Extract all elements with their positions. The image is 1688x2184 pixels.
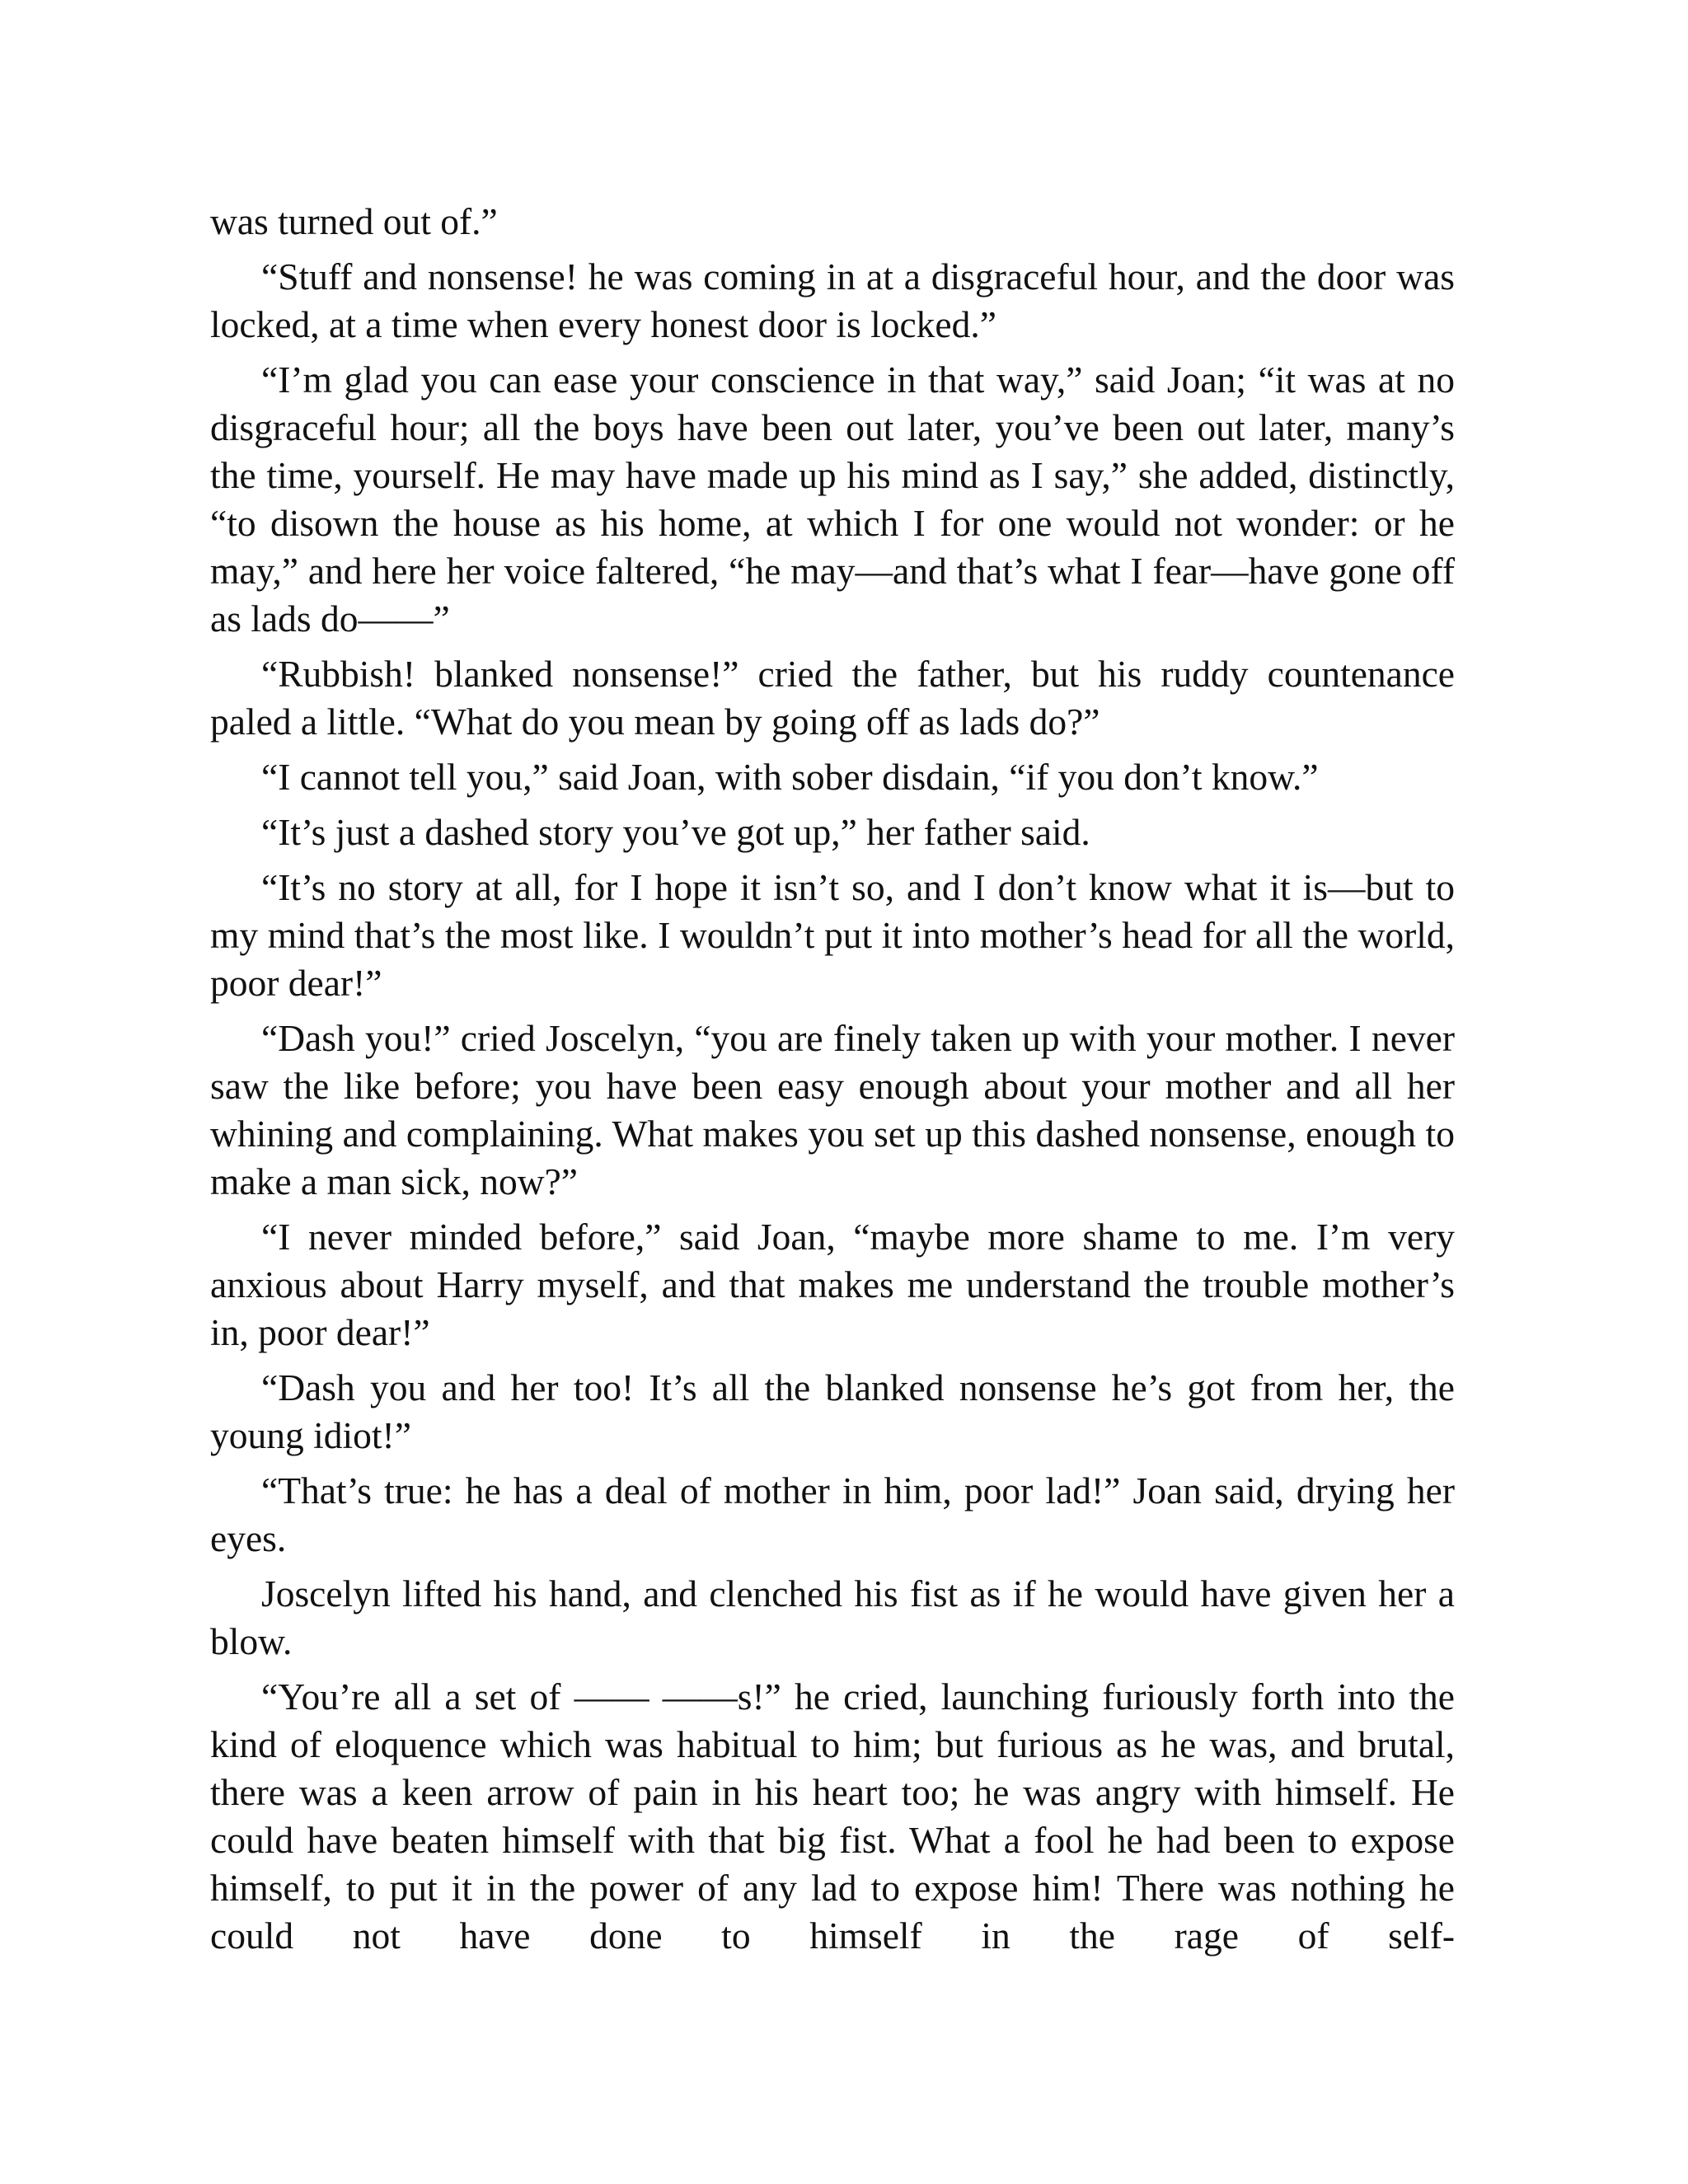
- paragraph: “Stuff and nonsense! he was coming in at a disgraceful hour, and the door was locked, at a time when every honest door is locked.”: [210, 255, 1455, 345]
- paragraph-continuation: was turned out of.”: [210, 200, 498, 242]
- paragraph: “Dash you!” cried Joscelyn, “you are finely taken up with your mother. I never saw the like before; you have been easy enough about your mother and all her whining and complaining. What makes you set up this dashed nonsense, enough to make a man sick, now?”: [210, 1017, 1455, 1202]
- paragraph: “It’s just a dashed story you’ve got up,” her father said.: [261, 811, 1090, 853]
- paragraph: “It’s no story at all, for I hope it isn’t so, and I don’t know what it is—but to my mind that’s the most like. I wouldn’t put it into mother’s head for all the world, poor dear!”: [210, 866, 1455, 1004]
- paragraph: “I cannot tell you,” said Joan, with sober disdain, “if you don’t know.”: [261, 756, 1319, 798]
- paragraph: “I never minded before,” said Joan, “maybe more shame to me. I’m very anxious about Harry myself, and that makes me understand the trouble mother’s in, poor dear!”: [210, 1216, 1455, 1353]
- paragraph: “That’s true: he has a deal of mother in him, poor lad!” Joan said, drying her eyes.: [210, 1469, 1455, 1559]
- paragraph: “Dash you and her too! It’s all the blanked nonsense he’s got from her, the young idiot!”: [210, 1366, 1455, 1456]
- page-body: [210, 198, 1455, 1967]
- paragraph: “I’m glad you can ease your conscience in that way,” said Joan; “it was at no disgraceful hour; all the boys have been out later, you’ve been out later, many’s the time, yourself. He may have made up his mind as I say,” she added, distinctly, “to disown the house as his home, at which I for one would not wonder: or he may,” and here her voice faltered, “he may—and that’s what I fear—have gone off as lads do——”: [210, 359, 1455, 640]
- paragraph: “Rubbish! blanked nonsense!” cried the father, but his ruddy countenance paled a little. “What do you mean by going off as lads do?”: [210, 653, 1455, 743]
- paragraph: Joscelyn lifted his hand, and clenched his fist as if he would have given her a blow.: [210, 1572, 1455, 1662]
- paragraph: “You’re all a set of —— ——s!” he cried, launching furiously forth into the kind of eloquence which was habitual to him; but furious as he was, and brutal, there was a keen arrow of pain in his heart too; he was angry with himself. He could have beaten himself with that big fist. What a fool he had been to expose himself, to put it in the power of any lad to expose him! There was nothing he could not have done to himself in the rage of self-: [210, 1675, 1455, 1957]
